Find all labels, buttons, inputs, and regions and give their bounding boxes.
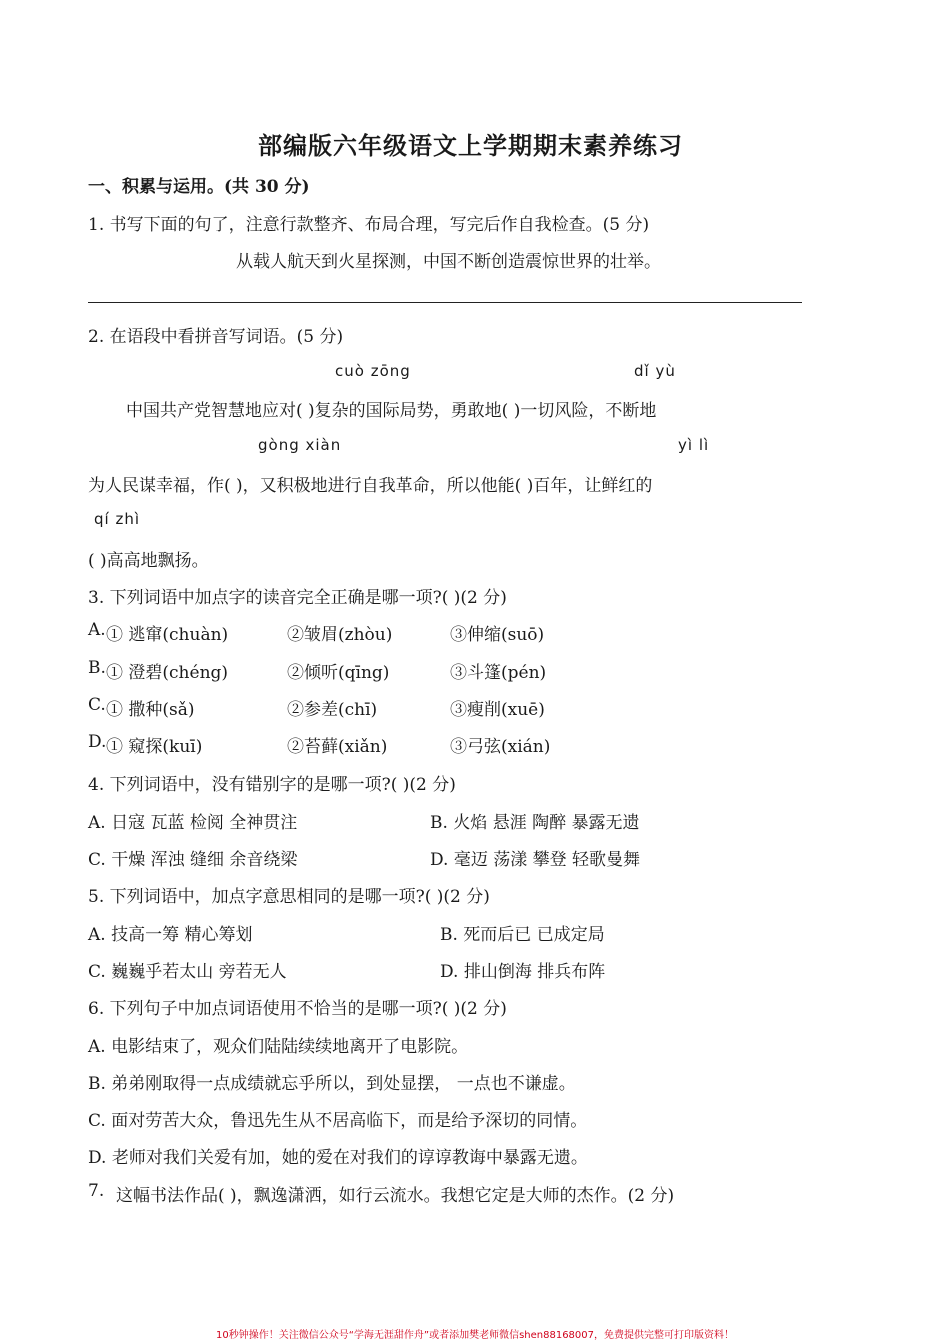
question-7-number: 7. xyxy=(88,1181,105,1201)
writing-line xyxy=(88,302,802,303)
option-choice: ②倾听(qīng) xyxy=(287,663,390,683)
page-title: 部编版六年级语文上学期期末素养练习 xyxy=(258,131,683,160)
option-choice: ③瘦削(xuē) xyxy=(450,700,545,720)
pinyin-diyu: dǐ yù xyxy=(634,362,676,380)
pinyin-cuozong: cuò zōng xyxy=(335,362,411,380)
option-label: A. xyxy=(88,620,106,640)
option-a: A. 电影结束了，观众们陆陆续续地离开了电影院。 xyxy=(88,1037,469,1057)
question-7-stem: 这幅书法作品( )，飘逸潇洒，如行云流水。我想它定是大师的杰作。(2 分) xyxy=(116,1186,675,1206)
option-choice: ③斗篷(pén) xyxy=(450,663,547,683)
option-choice: ① 撒种(sǎ) xyxy=(106,700,195,720)
option-b: B. 火焰 悬涯 陶醉 暴露无遗 xyxy=(430,813,640,833)
option-label: D. xyxy=(88,732,107,752)
pinyin-qizhi: qí zhì xyxy=(94,510,141,528)
passage-line-2: 为人民谋幸福，作( )，又积极地进行自我革命，所以他能( )百年，让鲜红的 xyxy=(88,476,653,496)
question-2-stem: 2. 在语段中看拼音写词语。(5 分) xyxy=(88,327,344,347)
option-a: A. 日寇 瓦蓝 检阅 全神贯注 xyxy=(88,813,298,833)
passage-line-1: 中国共产党智慧地应对( )复杂的国际局势，勇敢地( )一切风险，不断地 xyxy=(126,401,657,421)
option-choice: ③弓弦(xián) xyxy=(450,737,551,757)
question-5-stem: 5. 下列词语中，加点字意思相同的是哪一项?( )(2 分) xyxy=(88,887,490,907)
option-c: C. 面对劳苦大众，鲁迅先生从不居高临下，而是给予深切的同情。 xyxy=(88,1111,588,1131)
question-4-stem: 4. 下列词语中，没有错别字的是哪一项?( )(2 分) xyxy=(88,775,456,795)
option-choice: ②苔藓(xiǎn) xyxy=(287,737,388,757)
question-1-stem: 1. 书写下面的句了，注意行款整齐、布局合理，写完后作自我检查。(5 分) xyxy=(88,215,650,235)
option-b: B. 死而后已 已成定局 xyxy=(440,925,605,945)
option-d: D. 排山倒海 排兵布阵 xyxy=(440,962,606,982)
option-b: B. 弟弟刚取得一点成绩就忘乎所以，到处显摆， 一点也不谦虚。 xyxy=(88,1074,576,1094)
option-choice: ① 逃窜(chuàn) xyxy=(106,625,229,645)
footer-notice: 10秒钟操作！关注微信公众号“学海无涯甜作舟”或者添加樊老师微信shen88168007，免费提供完整可打印版资料！ xyxy=(215,1330,735,1341)
option-a: A. 技高一筹 精心筹划 xyxy=(88,925,253,945)
option-c: C. 干燥 浑浊 缝细 余音绕梁 xyxy=(88,850,298,870)
option-choice: ②皱眉(zhòu) xyxy=(287,625,393,645)
question-3-stem: 3. 下列词语中加点字的读音完全正确是哪一项?( )(2 分) xyxy=(88,588,507,608)
option-label: B. xyxy=(88,658,106,678)
question-1-sentence: 从载人航天到火星探测，中国不断创造震惊世界的壮举。 xyxy=(236,252,661,272)
option-choice: ① 澄碧(chéng) xyxy=(106,663,229,683)
section-heading: 一、积累与运用。(共 30 分) xyxy=(88,177,310,197)
pinyin-gongxian: gòng xiàn xyxy=(258,436,342,454)
option-choice: ②参差(chī) xyxy=(287,700,378,720)
pinyin-yili: yì lì xyxy=(678,436,710,454)
passage-line-3: ( )高高地飘扬。 xyxy=(88,551,209,571)
option-d: D. 老师对我们关爱有加，她的爱在对我们的谆谆教诲中暴露无遗。 xyxy=(88,1148,588,1168)
option-choice: ① 窥探(kuī) xyxy=(106,737,203,757)
option-d: D. 毫迈 荡漾 攀登 轻歌曼舞 xyxy=(430,850,641,870)
option-label: C. xyxy=(88,695,106,715)
option-c: C. 巍巍乎若太山 旁若无人 xyxy=(88,962,287,982)
question-6-stem: 6. 下列句子中加点词语使用不恰当的是哪一项?( )(2 分) xyxy=(88,999,507,1019)
option-choice: ③伸缩(suō) xyxy=(450,625,545,645)
